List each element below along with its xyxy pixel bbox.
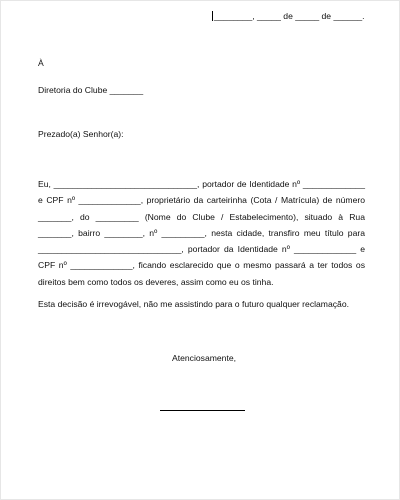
body-paragraph: Eu, ______________________________, portador de Identidade nº _____________ e CPF nº _____________, proprietário da carteirinha (Cota / Matrícula) de número _______, do _________ (Nome do Clube / Estabelecimento), situado à Rua _______, bairro ________, nº _________, nesta cidade, transfiro meu título para ______________________________, portador da Identidade nº _____________ e CPF nº _____________, ficando esclarecido que o mesmo passará a ter todos os direitos bem como todos os deveres, assim como eu os tinha. bbox=[38, 179, 365, 287]
text-cursor bbox=[212, 11, 213, 21]
signature-line bbox=[160, 410, 245, 411]
recipient-prefix: À bbox=[38, 58, 44, 68]
date-line: ________, _____ de _____ de ______. bbox=[214, 11, 365, 21]
closing: Atenciosamente, bbox=[172, 353, 237, 363]
greeting: Prezado(a) Senhor(a): bbox=[38, 129, 124, 139]
decision-paragraph: Esta decisão é irrevogável, não me assistindo para o futuro qualquer reclamação. bbox=[38, 299, 349, 309]
recipient-addressee: Diretoria do Clube _______ bbox=[38, 85, 144, 95]
